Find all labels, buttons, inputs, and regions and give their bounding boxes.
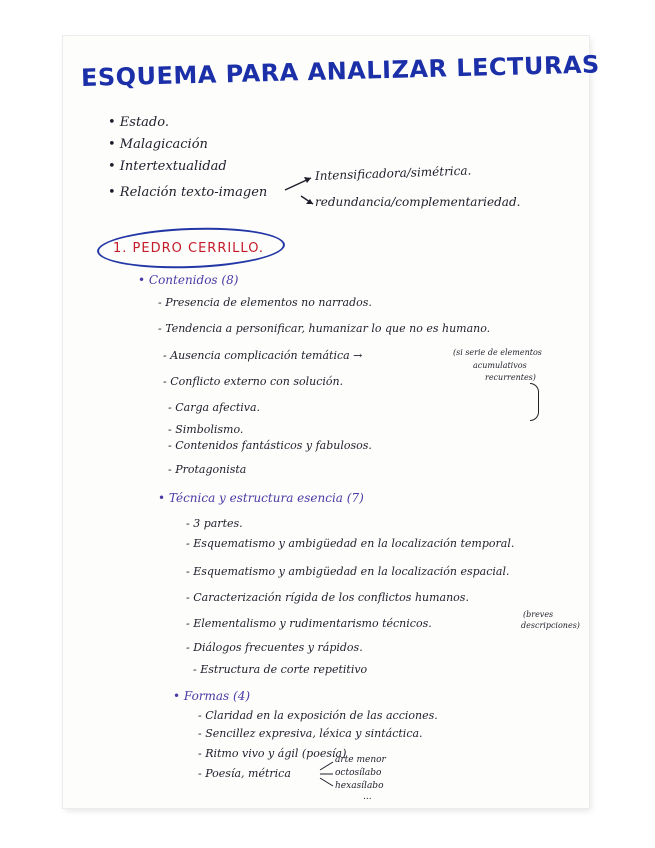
formas-sub-item-ellipsis: ... [363, 792, 372, 802]
tecnica-item: - Diálogos frecuentes y rápidos. [186, 641, 363, 654]
contenidos-item: - Carga afectiva. [168, 401, 261, 414]
tecnica-item: - Esquematismo y ambigüedad en la localización espacial. [186, 565, 510, 578]
tecnica-side-note: (breves [523, 610, 554, 619]
contenidos-item: - Contenidos fantásticos y fabulosos. [168, 439, 372, 452]
formas-sub-item: octosílabo [335, 768, 382, 778]
tecnica-item: - Caracterización rígida de los conflictos humanos. [186, 591, 469, 604]
tecnica-side-note: descripciones) [521, 621, 580, 630]
contenidos-item: - Conflicto externo con solución. [163, 375, 344, 388]
contenidos-item: - Protagonista [168, 463, 247, 476]
formas-heading: • Formas (4) [173, 689, 251, 703]
contenidos-side-note: recurrentes) [485, 373, 536, 382]
bullet-relacion-texto-imagen: • Relación texto-imagen [108, 185, 268, 200]
side-note-bracket [530, 383, 539, 421]
tecnica-item: - Elementalismo y rudimentarismo técnicos. [186, 617, 432, 630]
tecnica-item: - Esquematismo y ambigüedad en la localización temporal. [186, 537, 515, 550]
branch-arrows [63, 36, 589, 808]
tecnica-item: - Estructura de corte repetitivo [193, 663, 368, 676]
branch-redundancia: redundancia/complementariedad. [315, 195, 521, 209]
formas-item: - Poesía, métrica [198, 767, 291, 780]
contenidos-heading: • Contenidos (8) [138, 273, 239, 287]
contenidos-item: - Ausencia complicación temática → [163, 349, 363, 362]
contenidos-side-note: acumulativos [473, 361, 527, 370]
formas-item: - Ritmo vivo y ágil (poesía) [198, 747, 347, 760]
tecnica-heading: • Técnica y estructura esencia (7) [158, 491, 364, 505]
formas-sub-item: arte menor [335, 755, 386, 765]
formas-item: - Claridad en la exposición de las acciones. [198, 709, 438, 722]
page-title: ESQUEMA PARA ANALIZAR LECTURAS [80, 50, 601, 92]
contenidos-item: - Tendencia a personificar, humanizar lo que no es humano. [158, 322, 491, 335]
bullet-intertextualidad: • Intertextualidad [108, 159, 227, 174]
tecnica-item: - 3 partes. [186, 517, 243, 530]
notebook-page [63, 36, 601, 808]
contenidos-item: - Simbolismo. [168, 423, 244, 436]
contenidos-item: - Presencia de elementos no narrados. [158, 296, 372, 309]
contenidos-side-note: (si serie de elementos [453, 348, 542, 357]
branch-intensificadora: Intensificadora/simétrica. [314, 163, 472, 183]
bullet-malagicacion: • Malagicación [108, 137, 208, 152]
formas-item: - Sencillez expresiva, léxica y sintáctica. [198, 727, 423, 740]
formas-sub-item: hexasílabo [335, 781, 384, 791]
bullet-estado: • Estado. [108, 115, 169, 130]
author-heading: 1. PEDRO CERRILLO. [113, 241, 265, 256]
